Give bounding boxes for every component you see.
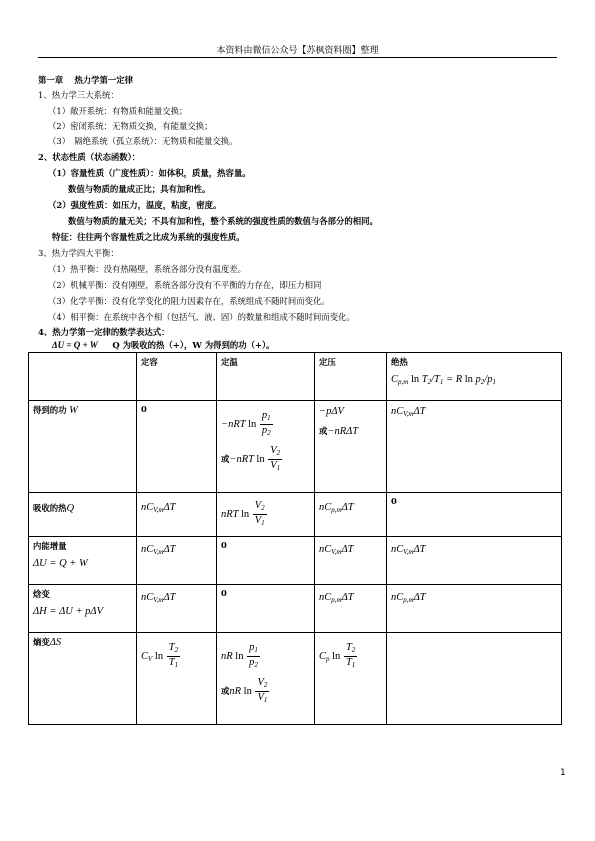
section-4-formula-line (52, 340, 275, 351)
enthalpy-isothermal: 0 (217, 585, 315, 633)
header-cell-empty (29, 353, 137, 401)
enthalpy-adiabatic: $nC_{p,m}\Delta T$ (387, 585, 562, 633)
section-2-title: 2、状态性质（状态函数）： (38, 152, 141, 162)
adiabatic-label: 绝热 (391, 357, 408, 367)
header-rule (38, 57, 557, 58)
section-2-p1b: 数值与物质的量成正比；具有加和性。 (68, 184, 211, 194)
enthalpy-isochoric: $nC_{V,m}\Delta T$ (137, 585, 217, 633)
section-3-item: （2）机械平衡：没有刚壁，系统各部分没有不平衡的力存在，即压力相同 (48, 280, 322, 290)
chapter-title: 第一章 热力学第一定律 (38, 75, 134, 85)
section-3-item: （1）热平衡：没有热隔壁，系统各部分没有温度差。 (48, 264, 246, 274)
heat-isothermal: nRT ln $\frac{V_2}{V_1}$ (217, 493, 315, 537)
internal-isobaric: $nC_{V,m}\Delta T$ (315, 537, 387, 585)
section-1-item: （3） 隔绝系统（孤立系统）：无物质和能量交换。 (48, 136, 238, 146)
section-2-feature: 特征：往往两个容量性质之比成为系统的强度性质。 (52, 232, 245, 242)
page-header: 本资料由微信公众号【苏枫资料圈】整理 (216, 46, 379, 56)
work-isothermal: −nRT ln $\frac{p_1}{p_2}$ 或−nRT ln $\frac{V_2}{V_1}$ (217, 401, 315, 493)
first-law-formula: ΔU = Q + W (52, 340, 98, 350)
section-1-item: （1）敞开系统：有物质和能量交换； (48, 106, 188, 116)
adiabatic-formula: $C_{p,m}$ $\ln T_2/T_1 = R$ $\ln p_2/p_1$ (391, 374, 496, 386)
section-2-p2b: 数值与物质的量无关；不具有加和性，整个系统的强度性质的数值与各部分的相同。 (68, 216, 378, 226)
section-2-p2: （2）强度性质：如压力，温度，粘度，密度。 (48, 200, 222, 210)
row-label-entropy: 熵变ΔS (29, 633, 137, 725)
section-3-item: （3）化学平衡：没有化学变化的阻力因素存在，系统组成不随时间而变化。 (48, 296, 330, 306)
header-cell-isochoric: 定容 (137, 353, 217, 401)
work-adiabatic: $nC_{V,m}\Delta T$ (387, 401, 562, 493)
enthalpy-isobaric: $nC_{p,m}\Delta T$ (315, 585, 387, 633)
row-label-work: 得到的功 W (29, 401, 137, 493)
internal-adiabatic: $nC_{V,m}\Delta T$ (387, 537, 562, 585)
entropy-isothermal: nR ln $\frac{p_1}{p_2}$ 或nR ln $\frac{V_2}{V_1}$ (217, 633, 315, 725)
entropy-isobaric: $C_p$ ln $\frac{T_2}{T_1}$ (315, 633, 387, 725)
heat-isochoric: $nC_{V,m}\Delta T$ (137, 493, 217, 537)
table-row-heat (29, 493, 562, 537)
table-header-row (29, 353, 562, 401)
section-1-title: 1、热力学三大系统： (38, 90, 119, 100)
row-label-enthalpy: 焓变 ΔH = ΔU + pΔV (29, 585, 137, 633)
heat-adiabatic: 0 (387, 493, 562, 537)
section-4-title: 4、热力学第一定律的数学表达式： (38, 327, 170, 337)
section-3-item: （4）相平衡：在系统中各个相（包括气、液、固）的数量和组成不随时间而变化。 (48, 312, 355, 322)
table-row-enthalpy (29, 585, 562, 633)
section-2-p1: （1）容量性质（广度性质）：如体积，质量，热容量。 (48, 168, 251, 178)
table-row-work (29, 401, 562, 493)
header-cell-isothermal: 定温 (217, 353, 315, 401)
row-label-heat: 吸收的热Q (29, 493, 137, 537)
table-row-internal-energy (29, 537, 562, 585)
table-row-entropy (29, 633, 562, 725)
entropy-isochoric: $C_V$ ln $\frac{T_2}{T_1}$ (137, 633, 217, 725)
internal-isothermal: 0 (217, 537, 315, 585)
section-1-item: （2）密闭系统：无物质交换，有能量交换； (48, 121, 213, 131)
first-law-note: Q 为吸收的热（+），W 为得到的功（+）。 (112, 340, 275, 350)
row-label-internal-energy: 内能增量 ΔU = Q + W (29, 537, 137, 585)
page-number: 1 (560, 768, 566, 778)
internal-isochoric: $nC_{V,m}\Delta T$ (137, 537, 217, 585)
heat-isobaric: $nC_{p,m}\Delta T$ (315, 493, 387, 537)
header-cell-adiabatic (387, 353, 562, 401)
work-isobaric: −pΔV 或−nRΔT (315, 401, 387, 493)
header-cell-isobaric: 定压 (315, 353, 387, 401)
entropy-adiabatic (387, 633, 562, 725)
section-3-title: 3、热力学四大平衡： (38, 248, 119, 258)
thermo-table (28, 352, 562, 725)
work-isochoric: 0 (137, 401, 217, 493)
